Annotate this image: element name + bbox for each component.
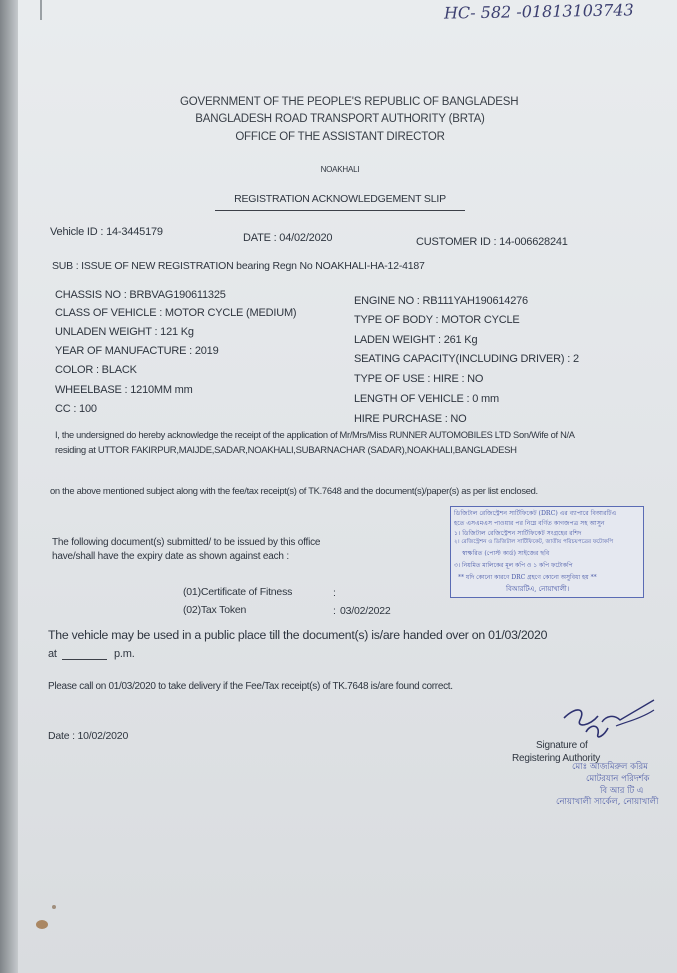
acknowledge-line-2: residing at UTTOR FAKIRPUR,MAIJDE,SADAR,NOAKHALI,SUBARNACHAR (SADAR),NOAKHALI,BANGLADESH [55,445,517,456]
bangla-notice-line: ডিজিটাল রেজিস্ট্রেশন সার্টিফিকেট (DRC) এর ব্যাপারে বিআরটিএ [454,510,617,517]
registering-authority: Registering Authority [512,753,601,764]
document-separator: : [333,605,336,617]
bangla-notice-line: ২। রেজিস্ট্রেশন ও ডিজিটাল সার্টিফিকেট, জাতীয় পরিচয়পত্রের ফটোকপি [454,539,614,545]
document-name: (02)Tax Token [183,604,247,616]
type-of-use: TYPE OF USE : HIRE : NO [354,373,484,385]
document-expiry: 03/02/2022 [340,605,391,617]
header-authority: BANGLADESH ROAD TRANSPORT AUTHORITY (BRTA) [195,113,485,125]
bangla-notice-line: হতে এসএমএস পাওয়ার পর নিম্নে বর্ণিত কাগজপত্র সহ আসুন [454,520,605,527]
document-name: (01)Certificate of Fitness [183,586,293,598]
time-blank-line [62,659,107,660]
documents-intro-2: have/shall have the expiry date as shown against each : [52,551,289,562]
pm-label: p.m. [114,648,135,660]
page-edge-shadow [0,0,18,973]
stain-mark [36,920,48,929]
header-district: NOAKHALI [320,165,360,174]
stamp-line: বি আর টি এ [600,786,644,796]
seating-capacity: SEATING CAPACITY(INCLUDING DRIVER) : 2 [354,353,579,365]
subject-line: SUB : ISSUE OF NEW REGISTRATION bearing Regn No NOAKHALI-HA-12-4187 [52,260,425,272]
at-label: at [48,648,57,660]
bangla-notice-line: স্বাক্ষরিত (পোস্ট কার্ড) সাইজের ছবি [462,550,550,557]
bangla-notice-line: ** যদি কোনো কারণে DRC গ্রহণে কোনো অসুবিধা হয় ** [458,574,597,581]
chassis-no: CHASSIS NO : BRBVAG190611325 [55,289,226,301]
stain-mark [52,905,56,909]
laden-weight: LADEN WEIGHT : 261 Kg [354,334,478,346]
signature-label: Signature of [536,740,588,751]
customer-id: CUSTOMER ID : 14-006628241 [416,236,568,248]
staple-mark [40,0,42,20]
bangla-notice-line: ৩। নিয়মিত মালিকের মূল কপি ও ১ কপি ফটোকপি [454,562,573,569]
vehicle-id: Vehicle ID : 14-3445179 [50,226,163,238]
stamp-line: মোঃ আজমিরুল করিম [572,762,648,772]
issue-date: Date : 10/02/2020 [48,730,129,742]
body-type: TYPE OF BODY : MOTOR CYCLE [354,314,520,326]
header-government: GOVERNMENT OF THE PEOPLE'S REPUBLIC OF BANGLADESH [180,96,519,108]
title-underline [215,210,465,211]
vehicle-length: LENGTH OF VEHICLE : 0 mm [354,393,499,405]
handwritten-note: HC- 582 -01813103743 [443,0,634,23]
stamp-line: মোটরযান পরিদর্শক [586,774,650,784]
engine-no: ENGINE NO : RB111YAH190614276 [354,295,528,307]
documents-intro-1: The following document(s) submitted/ to be issued by this office [52,537,321,548]
year-of-manufacture: YEAR OF MANUFACTURE : 2019 [55,345,219,357]
acknowledge-line-1: I, the undersigned do hereby acknowledge the receipt of the application of Mr/Mrs/Miss RUNNER AUTOMOBILES LTD Son/Wife of N/A [55,430,575,440]
unladen-weight: UNLADEN WEIGHT : 121 Kg [55,326,194,338]
header-office: OFFICE OF THE ASSISTANT DIRECTOR [235,131,445,143]
slip-title: REGISTRATION ACKNOWLEDGEMENT SLIP [234,193,446,205]
wheelbase: WHEELBASE : 1210MM mm [55,384,193,396]
document-separator: : [333,587,336,599]
public-place-line: The vehicle may be used in a public place till the document(s) is/are handed over on 01/03/2020 [48,628,548,642]
vehicle-class: CLASS OF VEHICLE : MOTOR CYCLE (MEDIUM) [55,307,297,319]
bangla-notice-line: বিআরটিএ, নোয়াখালী। [506,585,570,593]
call-line: Please call on 01/03/2020 to take delivery if the Fee/Tax receipt(s) of TK.7648 is/are found correct. [48,681,453,692]
slip-date: DATE : 04/02/2020 [243,232,333,244]
stamp-line: নোয়াখালী সার্কেল, নোয়াখালী [556,797,659,807]
fee-line: on the above mentioned subject along with the fee/tax receipt(s) of TK.7648 and the document(s)/paper(s) as per list enclosed. [50,485,538,496]
vehicle-color: COLOR : BLACK [55,364,137,376]
hire-purchase: HIRE PURCHASE : NO [354,413,467,425]
bangla-notice-line: ১। ডিজিটাল রেজিস্ট্রেশন সার্টিফিকেট সংগ্রহের রশিদ [454,530,582,537]
engine-cc: CC : 100 [55,403,97,415]
